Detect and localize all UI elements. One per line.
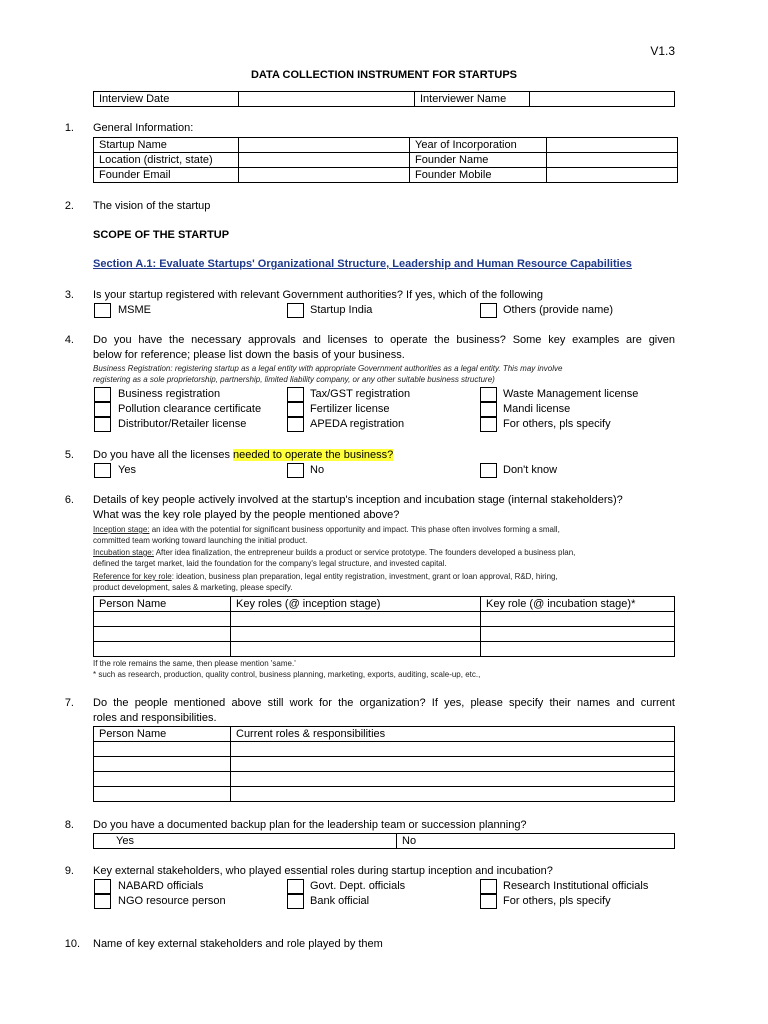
q9-others-label: For others, pls specify	[503, 895, 611, 907]
bank-official-checkbox[interactable]	[287, 894, 304, 909]
licenses-dont-know-label: Don't know	[503, 464, 558, 476]
mandi-license-checkbox[interactable]	[480, 402, 497, 417]
q7-text-line1: Do the people mentioned above still work for the organization? If yes, please specify their names and current	[93, 697, 675, 709]
inception-label: Inception stage:	[93, 525, 150, 534]
table-row	[94, 612, 675, 627]
nabard-label: NABARD officials	[118, 880, 204, 892]
general-info-label: Founder Email	[94, 168, 239, 183]
general-info-label: Founder Mobile	[410, 168, 547, 183]
q4-text-line1: Do you have the necessary approvals and licenses to operate the business? Some key examples are given	[93, 334, 675, 346]
general-info-table	[93, 137, 678, 183]
q4-note-line2: registering as a sole proprietorship, partnership, limited liability company, or any other suitable business structure)	[93, 375, 495, 384]
backup-plan-yes[interactable]: Yes	[94, 834, 397, 849]
fertilizer-license-checkbox[interactable]	[287, 402, 304, 417]
q10-number: 10.	[64, 938, 80, 950]
backup-plan-no[interactable]: No	[397, 834, 675, 849]
table-row	[94, 627, 675, 642]
inception-definition	[93, 524, 675, 535]
col-current-roles: Current roles & responsibilities	[231, 727, 675, 742]
others-checkbox[interactable]	[480, 303, 497, 318]
general-info-field[interactable]	[239, 168, 410, 183]
general-info-field[interactable]	[547, 153, 678, 168]
licenses-yes-checkbox[interactable]	[94, 463, 111, 478]
q3-number: 3.	[64, 289, 74, 301]
licenses-no-checkbox[interactable]	[287, 463, 304, 478]
table-row	[94, 787, 675, 802]
msme-checkbox[interactable]	[94, 303, 111, 318]
q1-text: General Information:	[93, 122, 194, 134]
q5-text-highlight: needed to operate the business?	[233, 449, 394, 461]
reference-text-1: : ideation, business plan preparation, legal entity registration, investment, grant or loan approval, R&D, hiring,	[171, 572, 558, 581]
q4-note-line1: Business Registration: registering startup as a legal entity with appropriate Government authorities as a legal entity. This may involve	[93, 364, 563, 373]
table-row	[94, 642, 675, 657]
q5-number: 5.	[64, 449, 74, 461]
waste-management-checkbox[interactable]	[480, 387, 497, 402]
table-row	[94, 772, 675, 787]
q6-number: 6.	[64, 494, 74, 506]
apeda-registration-checkbox[interactable]	[287, 417, 304, 432]
q1-number: 1.	[64, 122, 74, 134]
licenses-yes-label: Yes	[118, 464, 136, 476]
incubation-definition	[93, 547, 675, 558]
q7-text-line2: roles and responsibilities.	[93, 712, 217, 724]
q5-text-a: Do you have all the licenses	[93, 449, 234, 461]
pollution-clearance-label: Pollution clearance certificate	[118, 403, 262, 415]
q4-others-checkbox[interactable]	[480, 417, 497, 432]
research-institutional-label: Research Institutional officials	[503, 880, 649, 892]
inception-text-1: an idea with the potential for significant business opportunity and impact. This phase often involves forming a small,	[149, 525, 560, 534]
general-info-label: Startup Name	[94, 138, 239, 153]
general-info-label: Year of Incorporation	[410, 138, 547, 153]
current-roles-table	[93, 726, 675, 802]
q4-text-line2: below for reference; please list down the basis of your business.	[93, 349, 405, 361]
tax-gst-checkbox[interactable]	[287, 387, 304, 402]
backup-plan-table	[93, 833, 675, 849]
distributor-license-label: Distributor/Retailer license	[118, 418, 247, 430]
q4-others-label: For others, pls specify	[503, 418, 611, 430]
interviewer-name-field[interactable]	[530, 92, 675, 107]
msme-label: MSME	[118, 304, 151, 316]
pollution-clearance-checkbox[interactable]	[94, 402, 111, 417]
ngo-label: NGO resource person	[118, 895, 226, 907]
interview-header-table	[93, 91, 675, 107]
startup-india-checkbox[interactable]	[287, 303, 304, 318]
key-people-table	[93, 596, 675, 657]
general-info-label: Founder Name	[410, 153, 547, 168]
business-registration-checkbox[interactable]	[94, 387, 111, 402]
q2-text: The vision of the startup	[93, 200, 211, 212]
interviewer-name-label: Interviewer Name	[415, 92, 530, 107]
table-row	[94, 742, 675, 757]
q10-text: Name of key external stakeholders and role played by them	[93, 938, 383, 950]
apeda-registration-label: APEDA registration	[310, 418, 405, 430]
ngo-checkbox[interactable]	[94, 894, 111, 909]
q7-number: 7.	[64, 697, 74, 709]
col-person-name: Person Name	[94, 727, 231, 742]
mandi-license-label: Mandi license	[503, 403, 571, 415]
col-incubation-roles: Key role (@ incubation stage)*	[481, 597, 675, 612]
distributor-license-checkbox[interactable]	[94, 417, 111, 432]
nabard-checkbox[interactable]	[94, 879, 111, 894]
general-info-field[interactable]	[239, 138, 410, 153]
govt-dept-checkbox[interactable]	[287, 879, 304, 894]
licenses-no-label: No	[310, 464, 325, 476]
general-info-field[interactable]	[239, 153, 410, 168]
q6-footnote-1: If the role remains the same, then please mention 'same.'	[93, 659, 296, 668]
table-row	[94, 757, 675, 772]
version-label: V1.3	[650, 44, 675, 58]
fertilizer-license-label: Fertilizer license	[310, 403, 390, 415]
col-inception-roles: Key roles (@ inception stage)	[231, 597, 481, 612]
reference-definition	[93, 571, 675, 582]
waste-management-label: Waste Management license	[503, 388, 639, 400]
incubation-label: Incubation stage:	[93, 548, 154, 557]
govt-dept-label: Govt. Dept. officials	[310, 880, 406, 892]
q9-text: Key external stakeholders, who played essential roles during startup inception and incubation?	[93, 865, 553, 877]
bank-official-label: Bank official	[310, 895, 370, 907]
scope-heading: SCOPE OF THE STARTUP	[93, 229, 230, 241]
q6-text-line1: Details of key people actively involved at the startup's inception and incubation stage (internal stakeholders)?	[93, 494, 623, 506]
q6-text-line2: What was the key role played by the people mentioned above?	[93, 509, 400, 521]
q6-footnote-2: * such as research, production, quality control, business planning, marketing, exports, auditing, scale-up, etc.,	[93, 670, 481, 679]
tax-gst-label: Tax/GST registration	[310, 388, 411, 400]
interview-date-field[interactable]	[239, 92, 415, 107]
general-info-label: Location (district, state)	[94, 153, 239, 168]
general-info-field[interactable]	[547, 168, 678, 183]
q5-text	[93, 448, 393, 463]
business-registration-label: Business registration	[118, 388, 221, 400]
incubation-text-2: defined the target market, laid the foundation for the company's legal structure, and invested capital.	[93, 559, 447, 568]
q3-text: Is your startup registered with relevant Government authorities? If yes, which of the following	[93, 289, 543, 301]
q9-others-checkbox[interactable]	[480, 894, 497, 909]
document-title: DATA COLLECTION INSTRUMENT FOR STARTUPS	[250, 69, 518, 81]
startup-india-label: Startup India	[310, 304, 373, 316]
reference-label: Reference for key role	[93, 572, 172, 581]
inception-text-2: committed team working toward launching the initial product.	[93, 536, 308, 545]
q2-number: 2.	[64, 200, 74, 212]
general-info-field[interactable]	[547, 138, 678, 153]
q8-text: Do you have a documented backup plan for the leadership team or succession planning?	[93, 819, 527, 831]
col-person-name: Person Name	[94, 597, 231, 612]
licenses-dont-know-checkbox[interactable]	[480, 463, 497, 478]
reference-text-2: product development, sales & marketing, please specify.	[93, 583, 293, 592]
q4-number: 4.	[64, 334, 74, 346]
others-label: Others (provide name)	[503, 304, 614, 316]
q8-number: 8.	[64, 819, 74, 831]
interview-date-label: Interview Date	[94, 92, 239, 107]
q9-number: 9.	[64, 865, 74, 877]
incubation-text-1: After idea finalization, the entrepreneur builds a product or service prototype. The founders developed a business plan,	[153, 548, 576, 557]
research-institutional-checkbox[interactable]	[480, 879, 497, 894]
section-a1-link[interactable]: Section A.1: Evaluate Startups' Organizational Structure, Leadership and Human Resource Capabilities	[93, 258, 632, 270]
